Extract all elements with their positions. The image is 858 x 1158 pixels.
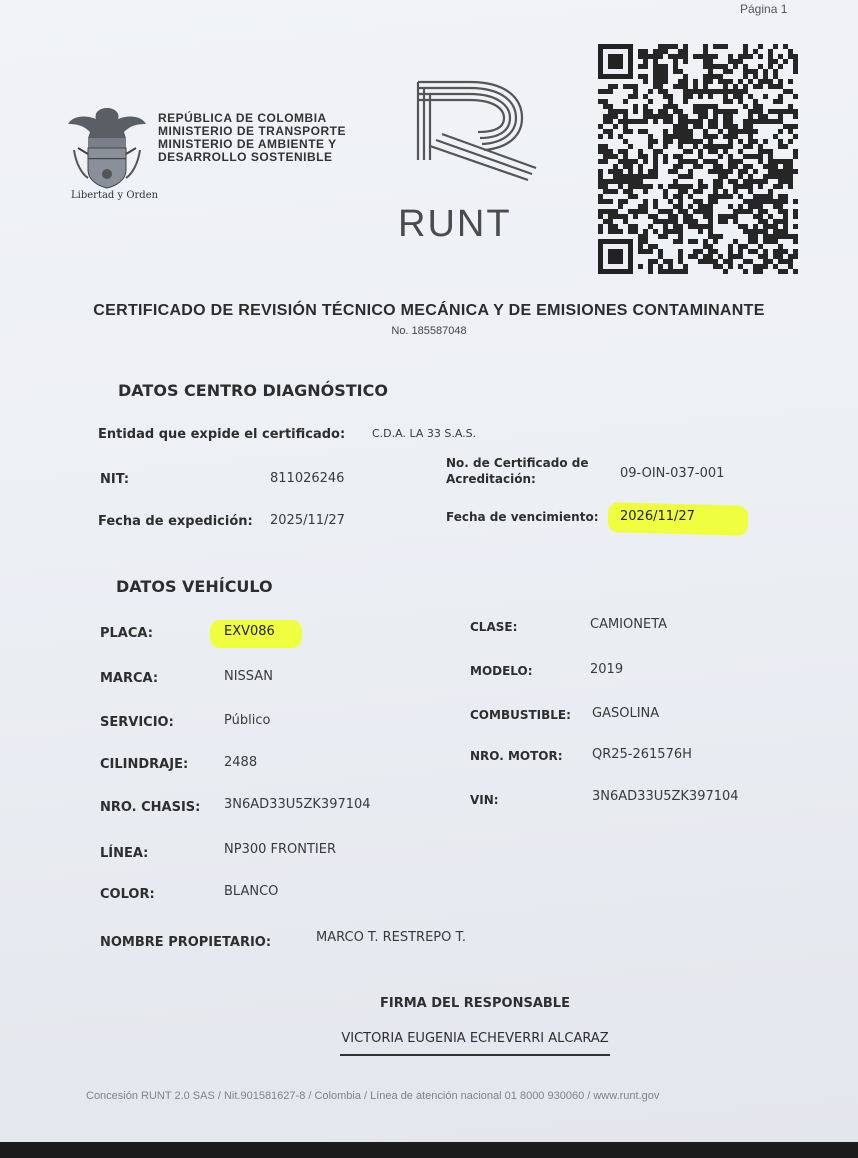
gov-line: DESARROLLO SOSTENIBLE (158, 150, 333, 164)
expedicion-value: 2025/11/27 (270, 513, 345, 528)
section-vehiculo-heading: DATOS VEHÍCULO (116, 577, 273, 596)
entidad-label: Entidad que expide el certificado: (98, 427, 346, 442)
nit-value: 811026246 (270, 471, 345, 486)
gov-line: REPÚBLICA DE COLOMBIA (158, 111, 327, 125)
acreditacion-label-line: Acreditación: (446, 472, 536, 486)
acreditacion-value: 09-OIN-037-001 (620, 466, 725, 481)
firma-heading: FIRMA DEL RESPONSABLE (380, 996, 570, 1011)
vin-label: VIN: (470, 793, 499, 807)
modelo-label: MODELO: (470, 664, 533, 678)
motor-label: NRO. MOTOR: (470, 749, 563, 763)
vencimiento-value: 2026/11/27 (620, 509, 695, 524)
linea-label: LÍNEA: (100, 846, 149, 861)
entidad-value: C.D.A. LA 33 S.A.S. (372, 427, 477, 440)
combustible-label: COMBUSTIBLE: (470, 708, 571, 722)
government-header (158, 112, 346, 164)
gov-line: MINISTERIO DE AMBIENTE Y (158, 137, 337, 151)
marca-value: NISSAN (224, 669, 273, 684)
motor-value: QR25-261576H (592, 747, 692, 762)
placa-value: EXV086 (224, 624, 275, 639)
chasis-label: NRO. CHASIS: (100, 800, 201, 815)
combustible-value: GASOLINA (592, 706, 660, 721)
background-edge (0, 1142, 858, 1158)
runt-logo-text: RUNT (398, 203, 512, 245)
acreditacion-label (446, 455, 589, 487)
crest-caption: Libertad y Orden (71, 190, 159, 201)
section-centro-heading: DATOS CENTRO DIAGNÓSTICO (118, 381, 388, 400)
clase-label: CLASE: (470, 620, 518, 634)
chasis-value: 3N6AD33U5ZK397104 (224, 797, 371, 812)
modelo-value: 2019 (590, 662, 624, 677)
qr-code (598, 44, 802, 280)
runt-logo-icon (410, 76, 540, 186)
expedicion-label: Fecha de expedición: (98, 514, 253, 529)
marca-label: MARCA: (100, 671, 159, 686)
color-label: COLOR: (100, 887, 155, 902)
document-title: CERTIFICADO DE REVISIÓN TÉCNICO MECÁNICA Y DE EMISIONES CONTAMINANTE (93, 302, 765, 319)
propietario-value: MARCO T. RESTREPO T. (316, 930, 467, 945)
footer-text: Concesión RUNT 2.0 SAS / Nit.901581627-8 / Colombia / Línea de atención nacional 01 8000 930060 / www.runt.gov (86, 1090, 660, 1102)
clase-value: CAMIONETA (590, 617, 668, 632)
servicio-label: SERVICIO: (100, 715, 174, 730)
acreditacion-label-line: No. de Certificado de (446, 456, 589, 470)
cilindraje-label: CILINDRAJE: (100, 757, 189, 772)
firma-name: VICTORIA EUGENIA ECHEVERRI ALCARAZ (341, 1031, 609, 1046)
signature-line (340, 1054, 610, 1056)
servicio-value: Público (224, 713, 271, 728)
colombia-coat-of-arms-icon (64, 104, 150, 194)
nit-label: NIT: (100, 472, 130, 487)
color-value: BLANCO (224, 884, 279, 899)
cilindraje-value: 2488 (224, 755, 258, 770)
page-label: Página 1 (740, 2, 788, 16)
vencimiento-label: Fecha de vencimiento: (446, 510, 599, 524)
propietario-label: NOMBRE PROPIETARIO: (100, 935, 272, 950)
vin-value: 3N6AD33U5ZK397104 (592, 789, 739, 804)
linea-value: NP300 FRONTIER (224, 842, 336, 857)
certificate-number: No. 185587048 (391, 325, 467, 337)
gov-line: MINISTERIO DE TRANSPORTE (158, 124, 347, 138)
placa-label: PLACA: (100, 626, 153, 641)
